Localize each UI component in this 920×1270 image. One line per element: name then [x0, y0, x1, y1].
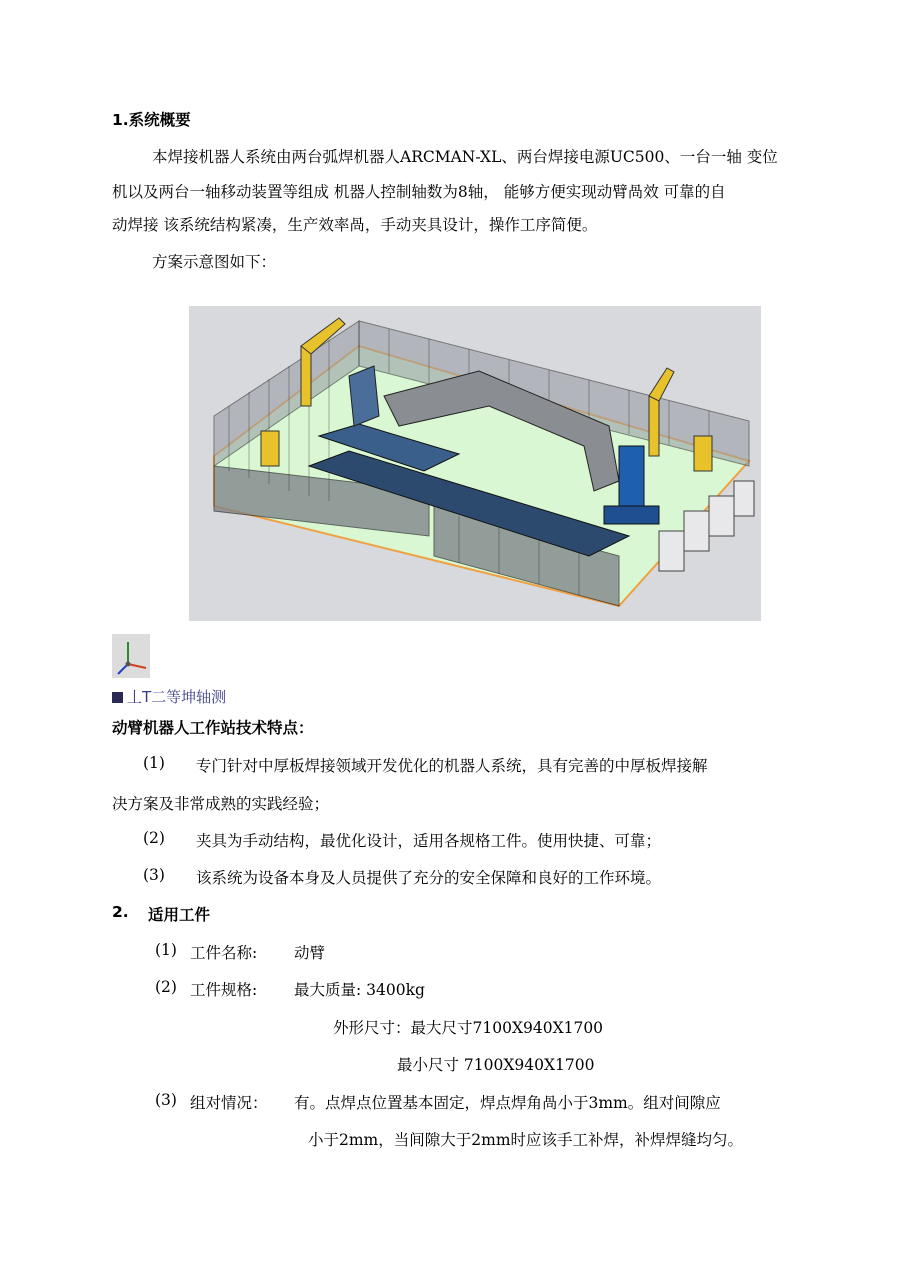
feature-1-line-1: 专门针对中厚板焊接领域开发优化的机器人系统，具有完善的中厚板焊接解	[196, 757, 708, 775]
workpiece-name-value: 动臂	[294, 944, 326, 962]
feature-1-number: (1)	[143, 754, 165, 772]
feature-2-line-1: 夹具为手动结构，最优化设计，适用各规格工件。使用快捷、可靠；	[196, 832, 662, 850]
workpiece-spec-label: 工件规格:	[190, 981, 258, 999]
caption-square-icon	[112, 692, 123, 703]
intro-line-3: 动焊接 该系统结构紧凑，生产效率咼，手动夹具设计，操作工序简便。	[112, 216, 598, 234]
feature-2-number: (2)	[143, 829, 165, 847]
workpiece-item-1-number: (1)	[155, 941, 177, 959]
intro-line-1: 本焊接机器人系统由两台弧焊机器人ARCMAN-XL、两台焊接电源UC500、一台一轴 变位	[152, 148, 778, 166]
workpiece-name-label: 工件名称:	[190, 944, 258, 962]
diagram-intro: 方案示意图如下：	[152, 253, 277, 271]
assembly-value-line-2: 小于2mm，当间隙大于2mm时应该手工补焊，补焊焊缝均匀。	[308, 1131, 744, 1149]
workpiece-spec-value: 最大质量: 3400kg	[294, 981, 425, 999]
welding-station-3d-illustration	[189, 306, 761, 621]
figure-caption-text: 丄T二等坤轴测	[127, 688, 227, 706]
features-heading: 动臂机器人工作站技术特点：	[112, 719, 314, 737]
feature-1-line-2: 决方案及非常成熟的实践经验；	[112, 795, 330, 813]
workpiece-min-size: 最小尺寸 7100X940X1700	[397, 1056, 595, 1074]
section-2-heading: 适用工件	[148, 906, 211, 924]
workpiece-max-size: 外形尺寸：最大尺寸7100X940X1700	[333, 1019, 604, 1037]
workpiece-item-2-number: (2)	[155, 978, 177, 996]
xyz-axis-icon	[112, 634, 150, 678]
assembly-value-line-1: 有。点焊点位置基本固定，焊点焊角咼小于3mm。组对间隙应	[294, 1094, 721, 1112]
feature-3-line-1: 该系统为设备本身及人员提供了充分的安全保障和良好的工作环境。	[196, 869, 662, 887]
intro-line-2: 机以及两台一轴移动装置等组成 机器人控制轴数为8轴， 能够方便实现动臂咼效 可靠的自	[112, 183, 726, 201]
section-2-number: 2.	[112, 903, 129, 921]
assembly-label: 组对情况：	[190, 1094, 268, 1112]
section-1-heading: 1.系统概要	[112, 111, 191, 129]
workpiece-item-3-number: (3)	[155, 1091, 177, 1109]
figure-caption	[112, 686, 226, 707]
feature-3-number: (3)	[143, 866, 165, 884]
welding-station-figure	[189, 306, 761, 621]
